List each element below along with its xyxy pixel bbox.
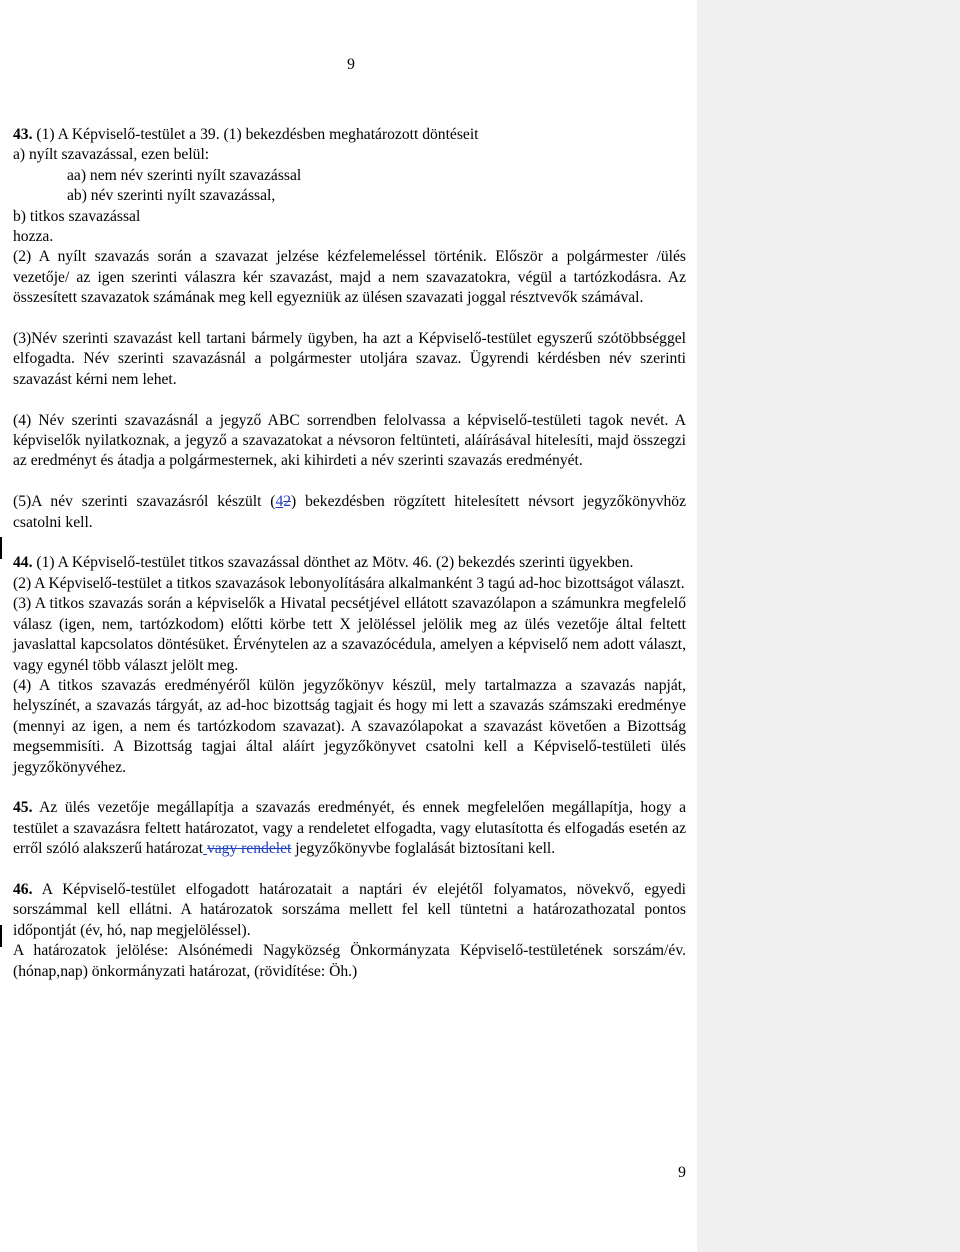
section-46 bbox=[13, 880, 686, 941]
change-bar bbox=[0, 537, 2, 559]
section-number: 45. bbox=[13, 799, 33, 817]
paragraph-43-5 bbox=[13, 492, 686, 533]
paragraph-43-3: (3)Név szerinti szavazást kell tartani bármely ügyben, ha azt a Képviselő-testület egyszerű szótöbbséggel elfogadta. Név szerinti szavazásnál a polgármester utoljára szavaz. Ügyrendi kérdésben név szerinti szavazást kérni nem lehet. bbox=[13, 330, 686, 388]
section-text: (1) A Képviselő-testület a 39. (1) bekezdésben meghatározott döntéseit bbox=[32, 126, 479, 143]
paragraph-43-4: (4) Név szerinti szavazásnál a jegyző ABC sorrendben felolvassa a képviselő-testületi tagok nevét. A képviselők nyilatkoznak, a jegyző a szavazatokat a névsoron feltünteti, aláírásával hitelesíti, majd összegzi az eredményt és átadja a polgármesternek, aki kihirdeti a név szerinti szavazás eredményét. bbox=[13, 411, 686, 470]
inserted-text: 4 bbox=[275, 493, 284, 511]
section-number: 43. bbox=[13, 126, 33, 143]
section-44-heading bbox=[13, 553, 686, 573]
paragraph-44-3: (3) A titkos szavazás során a képviselők a Hivatal pecsétjével ellátott szavazólapon a számunkra megfelelő válasz (igen, nem, tartózkodom) előtti körbe tett X jelöléssel jelölik meg az ülés vezetője által feltett javaslattal kapcsolatos döntésüket. Érvénytelen az a szavazócédula, amelyen a képviselő nem adott választ, vagy egynél több választ jelölt meg. bbox=[13, 595, 686, 674]
paragraph-44-4: (4) A titkos szavazás eredményéről külön jegyzőkönyv készül, mely tartalmazza a szavazás napját, helyszínét, a szavazás tárgyát, az ad-hoc bizottság tagjait és hogy mi lett a szavazás számszaki eredménye (mennyi az igen, a nem és tartózkodom szavazat). A szavazólapokat a szavazást követően a Bizottság megsemmisíti. A Bizottság tagjai által aláírt jegyzőkönyvet csatolni kell a Képviselő-testületi ülés jegyzőkönyvéhez. bbox=[13, 676, 686, 776]
section-text: (1) A Képviselő-testület titkos szavazással dönthet az Mötv. 46. (2) bekezdés szerinti ügyekben. bbox=[32, 554, 634, 572]
deleted-text: 2 bbox=[283, 493, 292, 511]
list-item-ab: ab) név szerinti nyílt szavazással, bbox=[67, 187, 276, 205]
section-45 bbox=[13, 798, 686, 859]
list-item-b: b) titkos szavazással bbox=[13, 207, 141, 225]
paragraph-43-2: (2) A nyílt szavazás során a szavazat jelzése kézfelemeléssel történik. Először a polgármester /ülés vezetője/ az igen szerinti válaszra kér szavazást, majd a nem szavazatokra, végül a tartózkodásra. Az összesített szavazatok számának meg kell egyezniük az ülésen szavazati joggal résztvevők számával. bbox=[13, 248, 686, 307]
text-run: Az ülés vezetője megállapítja a szavazás eredményét, és ennek megfelelően megállapítja, hogy a testület a szavazásra feltett határozatot, vagy a rendeletet elfogadta, vagy elutasította és elfogadás esetén az erről szóló alakszerű határozat bbox=[13, 799, 686, 858]
list-item-aa: aa) nem név szerinti nyílt szavazással bbox=[67, 166, 302, 184]
deleted-text: vagy rendelet bbox=[206, 840, 292, 858]
section-number: 46. bbox=[13, 880, 33, 898]
change-bar bbox=[0, 925, 2, 947]
page-number-top: 9 bbox=[347, 56, 355, 73]
paragraph-hozza: hozza. bbox=[13, 228, 54, 246]
section-43-heading bbox=[13, 125, 686, 145]
text-run: jegyzőkönyvbe foglalását biztosítani kell. bbox=[291, 840, 556, 858]
paragraph-44-2: (2) A Képviselő-testület a titkos szavazások lebonyolítására alkalmanként 3 tagú ad-hoc bizottságot választ. bbox=[13, 574, 685, 592]
section-number: 44. bbox=[13, 554, 33, 572]
section-text: A Képviselő-testület elfogadott határozatait a naptári év elejétől folyamatos, növekvő, egyedi sorszámmal kell ellátni. A határozatok sorszáma mellett fel kell tüntetni a határozathozatal pontos időpontját (év, hó, nap megjelöléssel). bbox=[13, 880, 686, 939]
text-run: ) bekezdésben rögzített hitelesített névsort jegyzőkönyvhöz csatolni kell. bbox=[13, 493, 687, 531]
comments-sidebar bbox=[697, 0, 960, 1252]
paragraph-46-2: A határozatok jelölése: Alsónémedi Nagyközség Önkormányzata Képviselő-testületének sorszám/év.(hónap,nap) önkormányzati határozat, (rövidítése: Öh.) bbox=[13, 942, 686, 980]
list-item-a: a) nyílt szavazással, ezen belül: bbox=[13, 146, 210, 164]
text-run: (5)A név szerinti szavazásról készült ( bbox=[13, 493, 276, 511]
page-number-bottom: 9 bbox=[678, 1164, 686, 1181]
document-body bbox=[13, 125, 686, 982]
